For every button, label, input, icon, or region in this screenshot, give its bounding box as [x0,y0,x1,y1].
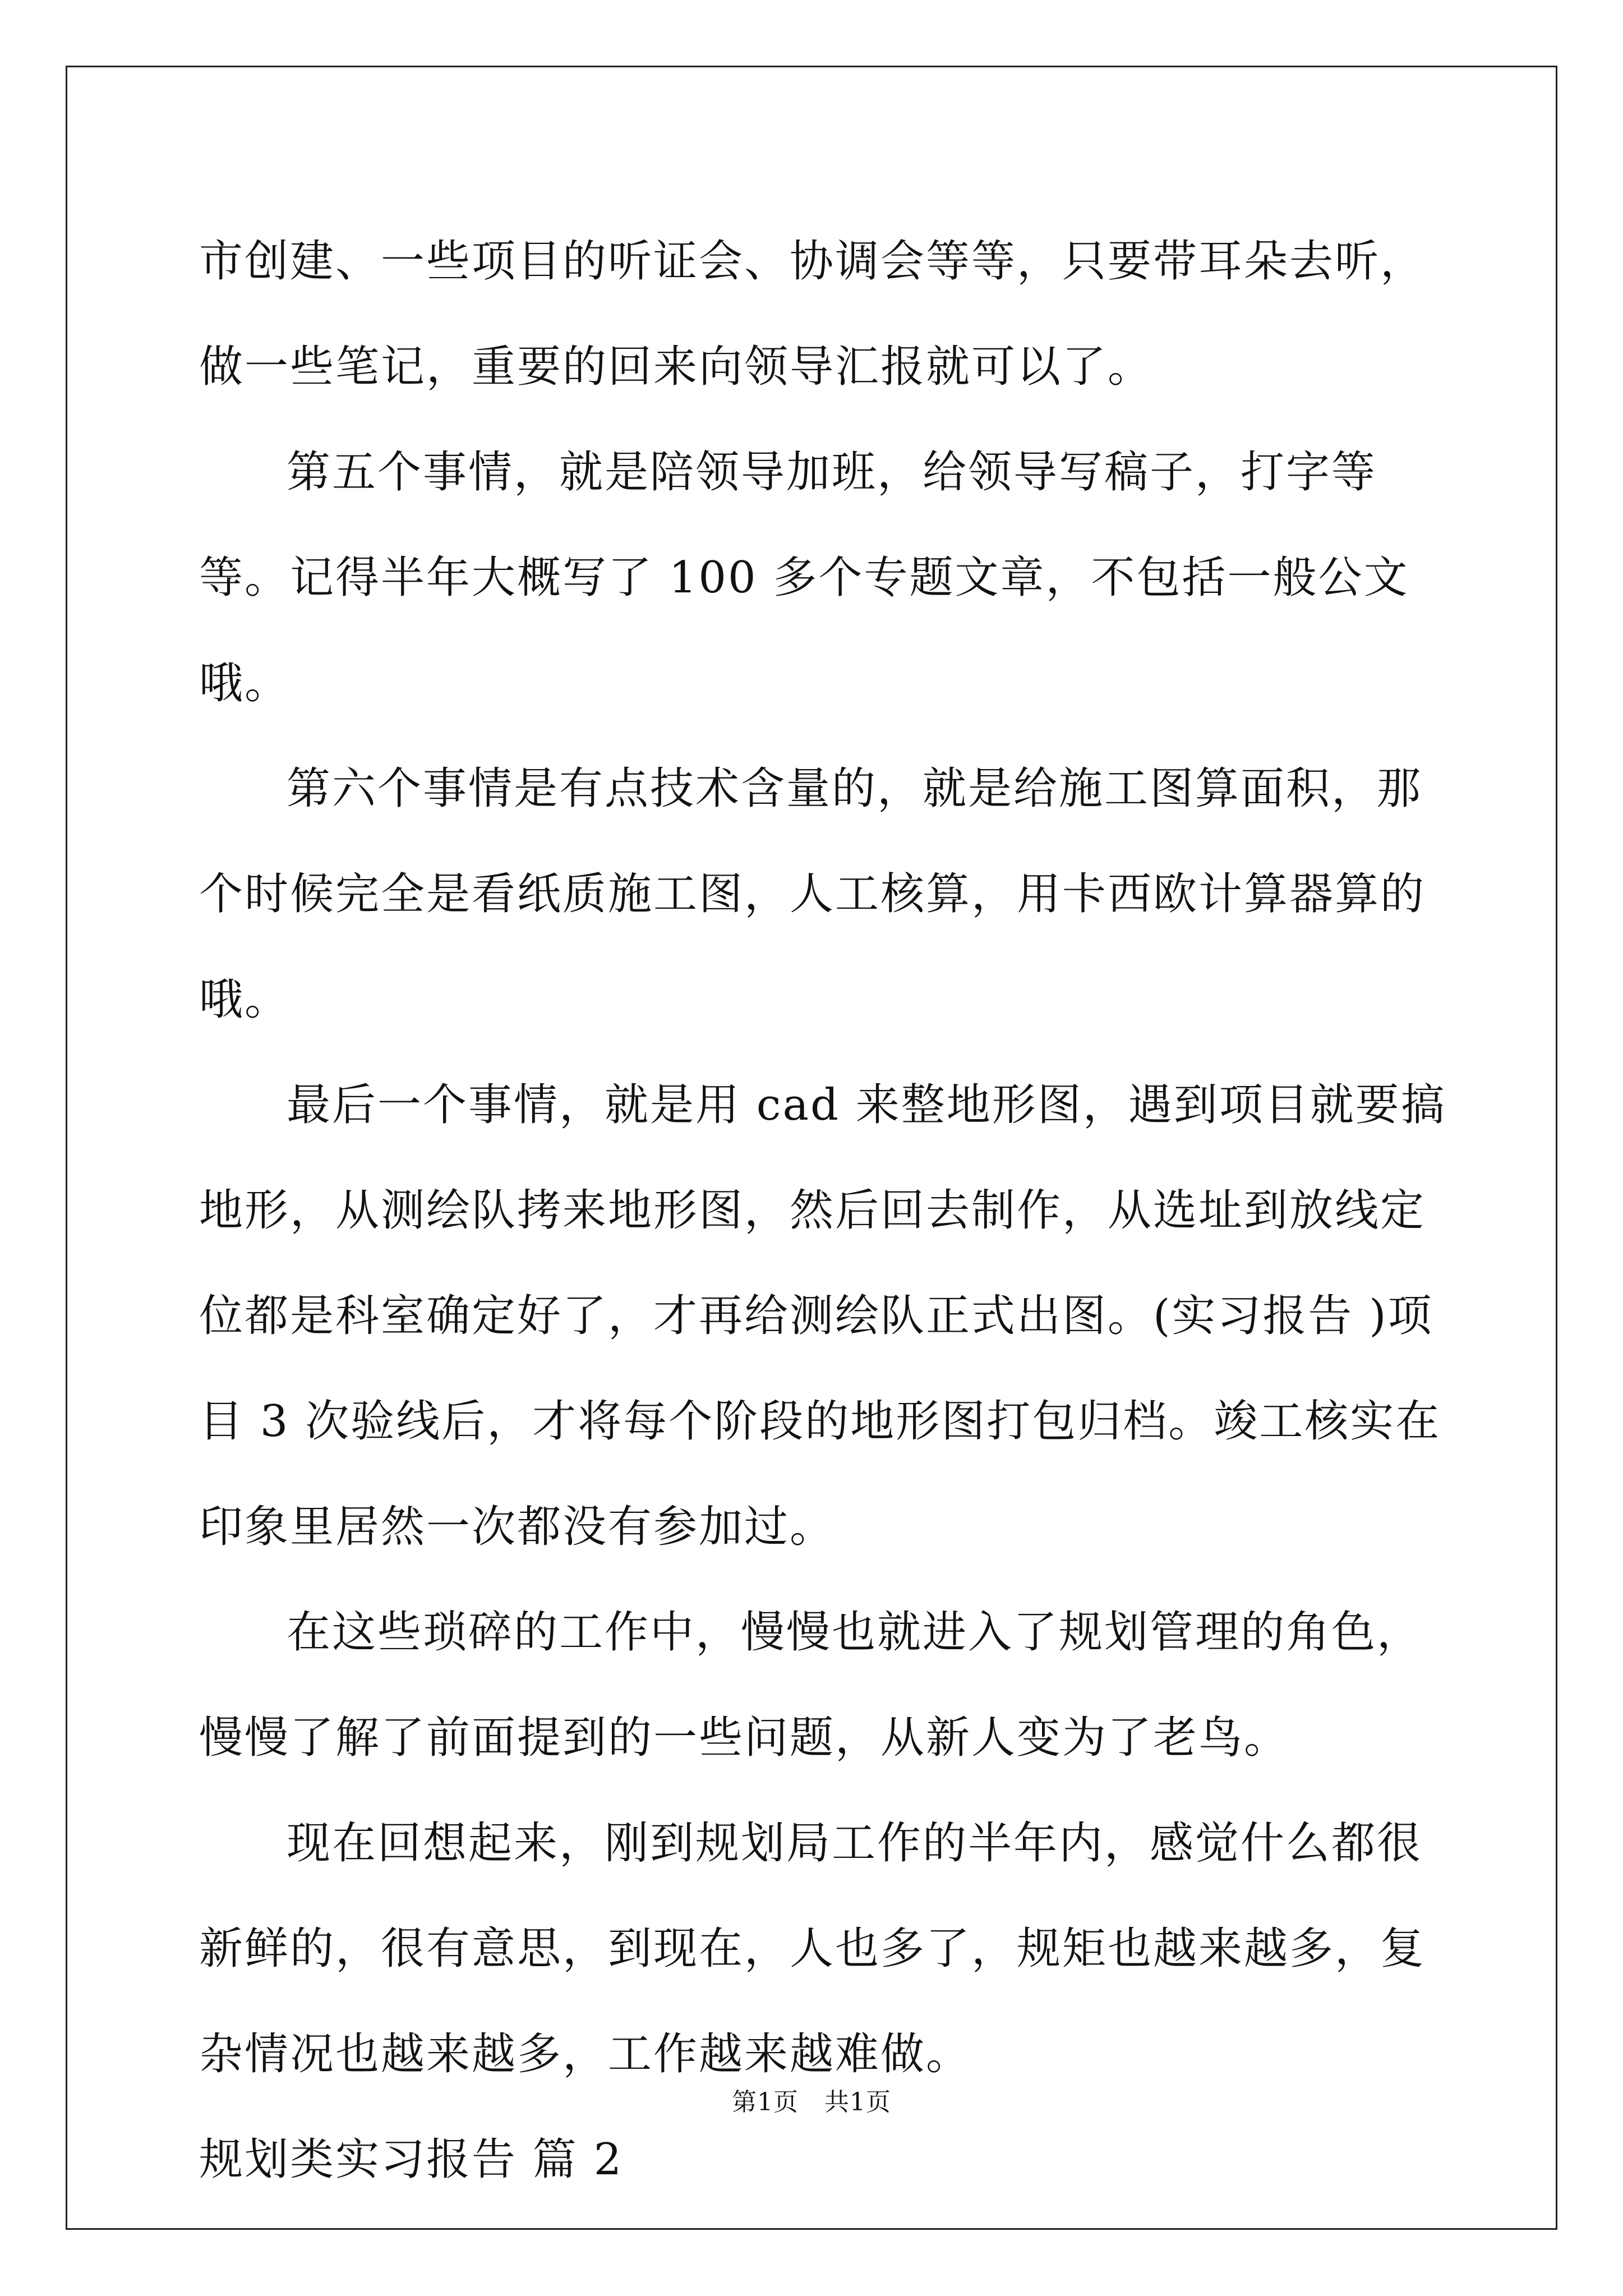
document-body [199,209,1455,2212]
section-heading: 规划类实习报告 篇 2 [199,2134,624,2185]
page-number-current: 第1页 [732,2088,799,2116]
paragraph-3: 第六个事情是有点技术含量的，就是给施工图算面积，那个时候完全是看纸质施工图，人工核算，用卡西欧计算器算的哦。 [199,763,1426,1025]
page-footer [0,2086,1623,2119]
paragraph-1: 市创建、一些项目的听证会、协调会等等，只要带耳朵去听，做一些笔记，重要的回来向领导汇报就可以了。 [199,236,1426,392]
page-number-total: 共1页 [824,2088,891,2116]
paragraph-6: 现在回想起来，刚到规划局工作的半年内，感觉什么都很新鲜的，很有意思，到现在，人也多了，规矩也越来越多，复杂情况也越来越多，工作越来越难做。 [199,1818,1426,2079]
paragraph-2: 第五个事情，就是陪领导加班，给领导写稿子，打字等等。记得半年大概写了 100 多个专题文章，不包括一般公文哦。 [199,447,1409,708]
paragraph-4: 最后一个事情，就是用 cad 来整地形图，遇到项目就要搞地形，从测绘队拷来地形图，然后回去制作，从选址到放线定位都是科室确定好了，才再给测绘队正式出图。(实习报告 )项目 3 次验线后，才将每个阶段的地形图打包归档。竣工核实在印象里居然一次都没有参加过。 [199,1080,1446,1552]
paragraph-5: 在这些琐碎的工作中，慢慢也就进入了规划管理的角色，慢慢了解了前面提到的一些问题，从新人变为了老鸟。 [199,1607,1423,1763]
